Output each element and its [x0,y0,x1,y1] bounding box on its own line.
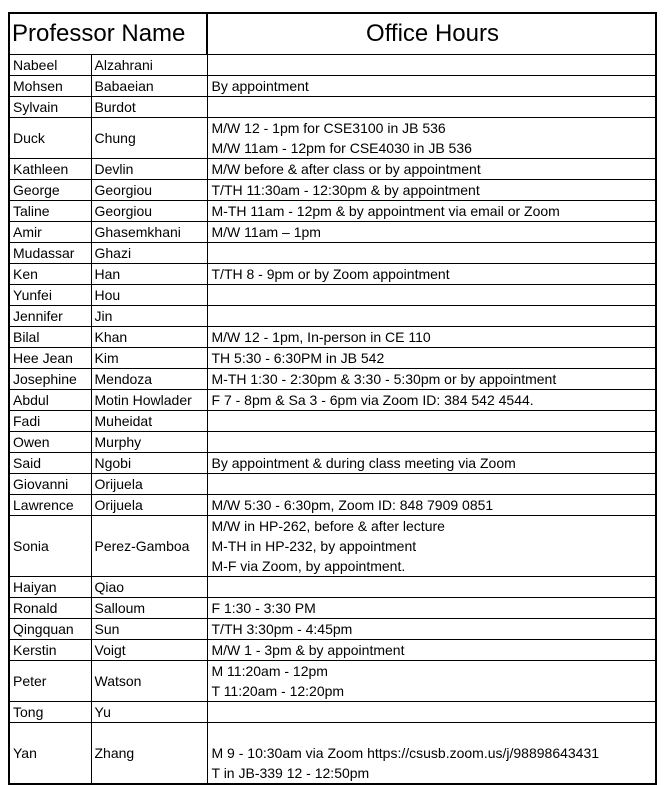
office-hours-cell [207,327,656,348]
office-hours-line: F 7 - 8pm & Sa 3 - 6pm via Zoom ID: 384 542 4544. [211,392,534,408]
last-name-cell: Jin [91,306,207,327]
first-name-cell: Abdul [9,390,91,411]
office-hours-line: M 11:20am - 12pm [211,663,328,679]
office-hours-cell [207,159,656,180]
last-name-cell: Muheidat [91,411,207,432]
last-name-cell: Ngobi [91,453,207,474]
table-row [9,222,656,243]
first-name-cell: Sonia [9,516,91,577]
last-name-cell: Chung [91,118,207,159]
office-hours-line: By appointment [211,78,309,94]
office-hours-line: T/TH 11:30am - 12:30pm & by appointment [211,182,480,198]
first-name-cell: Kathleen [9,159,91,180]
office-hours-line: T in JB-339 12 - 12:50pm [211,765,370,781]
office-hours-cell [207,453,656,474]
office-hours-line: M/W 1 - 3pm & by appointment [211,642,405,658]
office-hours-line: M/W 11am - 12pm for CSE4030 in JB 536 [211,140,472,156]
office-hours-cell [207,577,656,598]
table-row [9,159,656,180]
first-name-cell: Duck [9,118,91,159]
office-hours-cell [207,180,656,201]
office-hours-cell [207,390,656,411]
office-hours-cell [207,640,656,661]
table-row [9,390,656,411]
office-hours-line: M/W 12 - 1pm, In-person in CE 110 [211,329,431,345]
table-row [9,598,656,619]
table-row [9,243,656,264]
first-name-cell: Giovanni [9,474,91,495]
office-hours-line: By appointment & during class meeting via Zoom [211,455,516,471]
table-row [9,369,656,390]
office-hours-cell [207,76,656,97]
table-row [9,474,656,495]
office-hours-line: M/W in HP-262, before & after lecture [211,518,445,534]
office-hours-cell [207,474,656,495]
office-hours-line: TH 5:30 - 6:30PM in JB 542 [211,350,385,366]
office-hours-cell [207,495,656,516]
office-hours-line: T/TH 8 - 9pm or by Zoom appointment [211,266,450,282]
office-hours-line: M-TH 1:30 - 2:30pm & 3:30 - 5:30pm or by appointment [211,371,557,387]
first-name-cell: Tong [9,702,91,723]
first-name-cell: George [9,180,91,201]
last-name-cell: Salloum [91,598,207,619]
table-row [9,264,656,285]
office-hours-cell [207,55,656,76]
table-row [9,516,656,577]
last-name-cell: Georgiou [91,180,207,201]
header-row [9,13,656,55]
last-name-cell: Zhang [91,723,207,785]
table-row [9,55,656,76]
last-name-cell: Khan [91,327,207,348]
first-name-cell: Fadi [9,411,91,432]
office-hours-line: F 1:30 - 3:30 PM [211,600,316,616]
table-row [9,76,656,97]
office-hours-cell [207,222,656,243]
table-row [9,577,656,598]
first-name-cell: Haiyan [9,577,91,598]
office-hours-cell [207,118,656,159]
office-hours-cell [207,619,656,640]
last-name-cell: Hou [91,285,207,306]
first-name-cell: Qingquan [9,619,91,640]
office-hours-line: M-TH in HP-232, by appointment [211,538,417,554]
table-row [9,723,656,785]
office-hours-cell [207,97,656,118]
office-hours-cell [207,432,656,453]
table-row [9,97,656,118]
office-hours-cell [207,661,656,702]
first-name-cell: Jennifer [9,306,91,327]
table-row [9,640,656,661]
first-name-cell: Ronald [9,598,91,619]
last-name-cell: Babaeian [91,76,207,97]
last-name-cell: Motin Howlader [91,390,207,411]
first-name-cell: Peter [9,661,91,702]
first-name-cell: Yunfei [9,285,91,306]
office-hours-line: M-F via Zoom, by appointment. [211,558,406,574]
last-name-cell: Georgiou [91,201,207,222]
last-name-cell: Perez-Gamboa [91,516,207,577]
first-name-cell: Ken [9,264,91,285]
table-row [9,285,656,306]
professor-name-header: Professor Name [9,13,207,55]
last-name-cell: Han [91,264,207,285]
last-name-cell: Murphy [91,432,207,453]
office-hours-cell [207,516,656,577]
office-hours-cell [207,201,656,222]
office-hours-cell [207,369,656,390]
first-name-cell: Taline [9,201,91,222]
office-hours-line: T/TH 3:30pm - 4:45pm [211,621,353,637]
office-hours-line: T 11:20am - 12:20pm [211,683,345,699]
table-row [9,180,656,201]
last-name-cell: Orijuela [91,474,207,495]
last-name-cell: Yu [91,702,207,723]
office-hours-cell [207,348,656,369]
last-name-cell: Kim [91,348,207,369]
last-name-cell: Qiao [91,577,207,598]
last-name-cell: Sun [91,619,207,640]
first-name-cell: Mohsen [9,76,91,97]
first-name-cell: Sylvain [9,97,91,118]
table-row [9,306,656,327]
table-row [9,348,656,369]
table-row [9,201,656,222]
table-row [9,432,656,453]
first-name-cell: Kerstin [9,640,91,661]
table-row [9,411,656,432]
first-name-cell: Hee Jean [9,348,91,369]
office-hours-cell [207,411,656,432]
office-hours-line: M/W 11am – 1pm [211,224,321,240]
office-hours-cell [207,285,656,306]
office-hours-cell [207,264,656,285]
last-name-cell: Mendoza [91,369,207,390]
last-name-cell: Burdot [91,97,207,118]
office-hours-line: M 9 - 10:30am via Zoom https://csusb.zoom.us/j/98898643431 [211,745,600,761]
table-row [9,702,656,723]
last-name-cell: Orijuela [91,495,207,516]
last-name-cell: Devlin [91,159,207,180]
table-row [9,327,656,348]
first-name-cell: Said [9,453,91,474]
office-hours-line: M/W 5:30 - 6:30pm, Zoom ID: 848 7909 0851 [211,497,494,513]
office-hours-cell [207,723,656,785]
table-row [9,495,656,516]
last-name-cell: Alzahrani [91,55,207,76]
table-row [9,118,656,159]
office-hours-cell [207,598,656,619]
office-hours-header: Office Hours [207,13,656,55]
office-hours-cell [207,306,656,327]
office-hours-cell [207,243,656,264]
table-row [9,453,656,474]
office-hours-line: M-TH 11am - 12pm & by appointment via email or Zoom [211,203,560,219]
table-body [9,55,656,785]
first-name-cell: Amir [9,222,91,243]
first-name-cell: Yan [9,723,91,785]
first-name-cell: Josephine [9,369,91,390]
table-row [9,619,656,640]
office-hours-line: M/W 12 - 1pm for CSE3100 in JB 536 [211,120,446,136]
first-name-cell: Nabeel [9,55,91,76]
last-name-cell: Voigt [91,640,207,661]
last-name-cell: Ghazi [91,243,207,264]
office-hours-line [212,723,656,743]
last-name-cell: Watson [91,661,207,702]
first-name-cell: Mudassar [9,243,91,264]
office-hours-line: M/W before & after class or by appointment [211,161,481,177]
first-name-cell: Bilal [9,327,91,348]
office-hours-cell [207,702,656,723]
first-name-cell: Owen [9,432,91,453]
first-name-cell: Lawrence [9,495,91,516]
last-name-cell: Ghasemkhani [91,222,207,243]
office-hours-table [8,12,657,785]
table-row [9,661,656,702]
